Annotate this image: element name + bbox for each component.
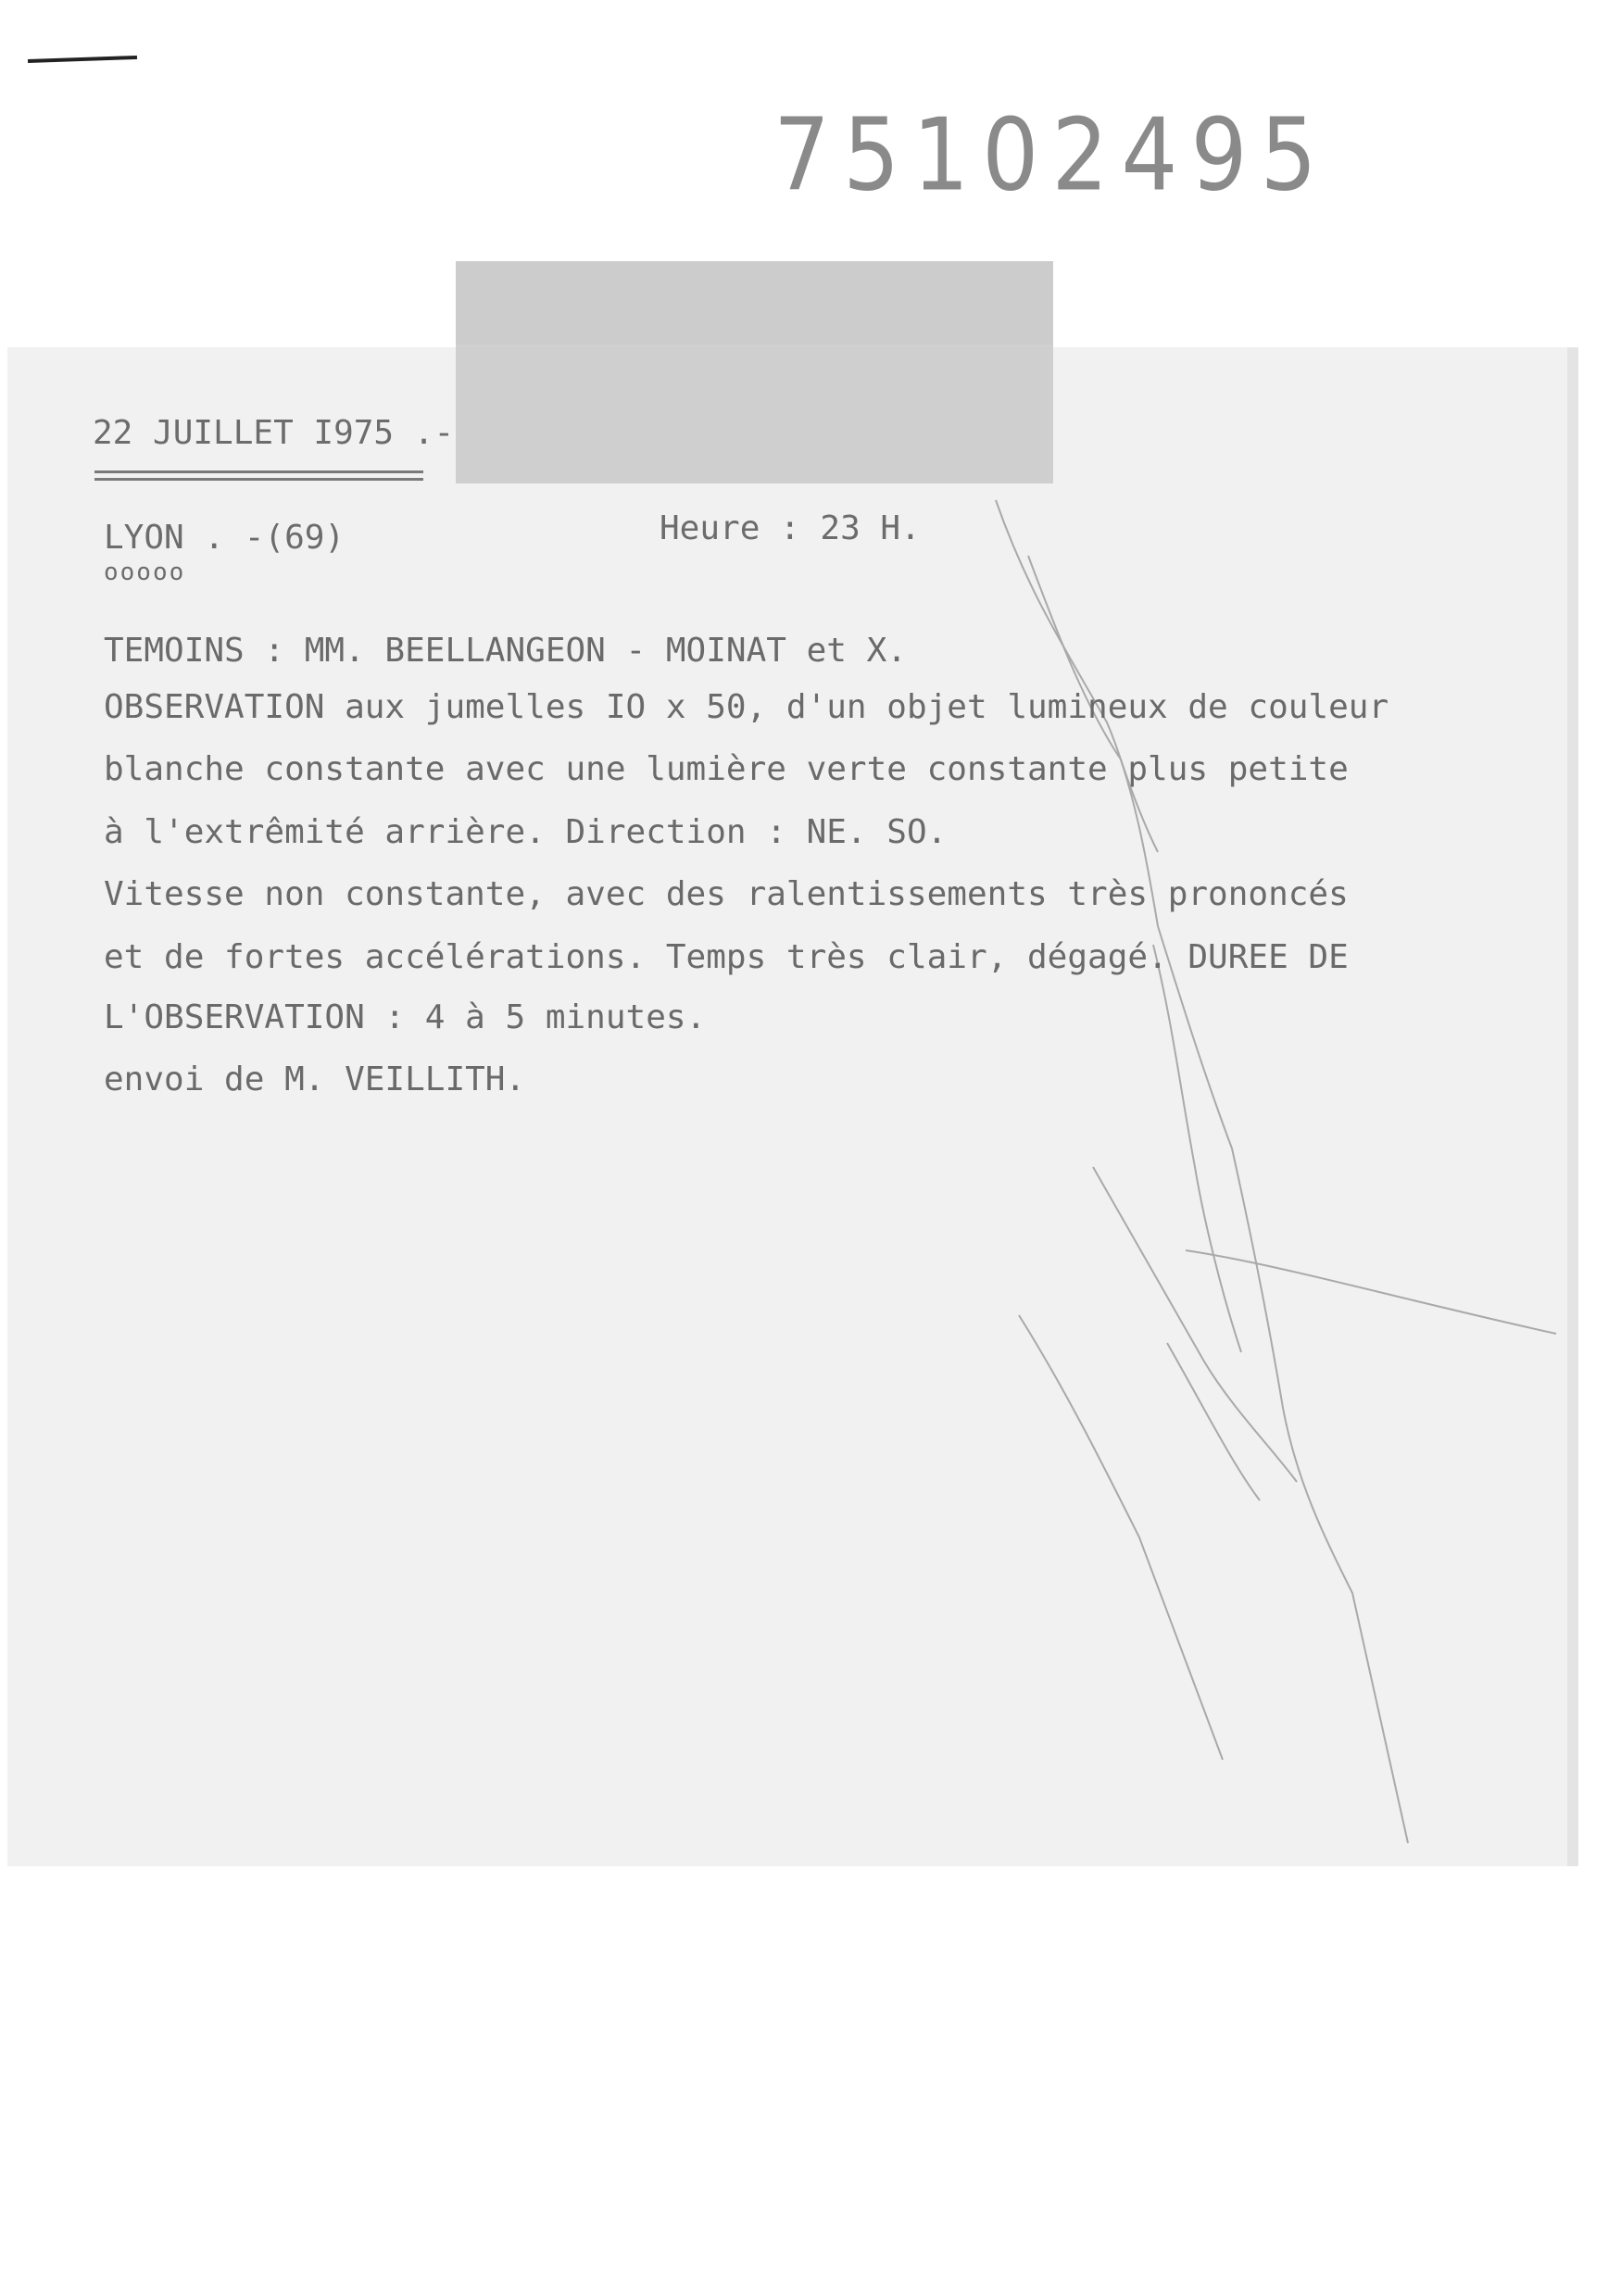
- report-date: 22 JUILLET I975 .-: [93, 414, 455, 452]
- body-line: envoi de M. VEILLITH.: [104, 1060, 526, 1098]
- body-line: Vitesse non constante, avec des ralentissements très prononcés: [104, 875, 1349, 913]
- body-line: TEMOINS : MM. BEELLANGEON - MOINAT et X.: [104, 632, 907, 670]
- body-line: L'OBSERVATION : 4 à 5 minutes.: [104, 998, 707, 1036]
- archive-stamp-number: 75102495: [773, 97, 1330, 214]
- body-line: OBSERVATION aux jumelles IO x 50, d'un objet lumineux de couleur: [104, 688, 1389, 726]
- date-double-underline: [94, 470, 423, 473]
- location: LYON . -(69): [104, 519, 346, 557]
- observation-time: Heure : 23 H.: [660, 509, 921, 547]
- body-line: et de fortes accélérations. Temps très clair, dégagé. DUREE DE: [104, 938, 1349, 976]
- body-line: à l'extrêmité arrière. Direction : NE. SO.: [104, 813, 948, 851]
- location-underline-marks: ooooo: [104, 558, 186, 586]
- body-line: blanche constante avec une lumière verte constante plus petite: [104, 750, 1349, 788]
